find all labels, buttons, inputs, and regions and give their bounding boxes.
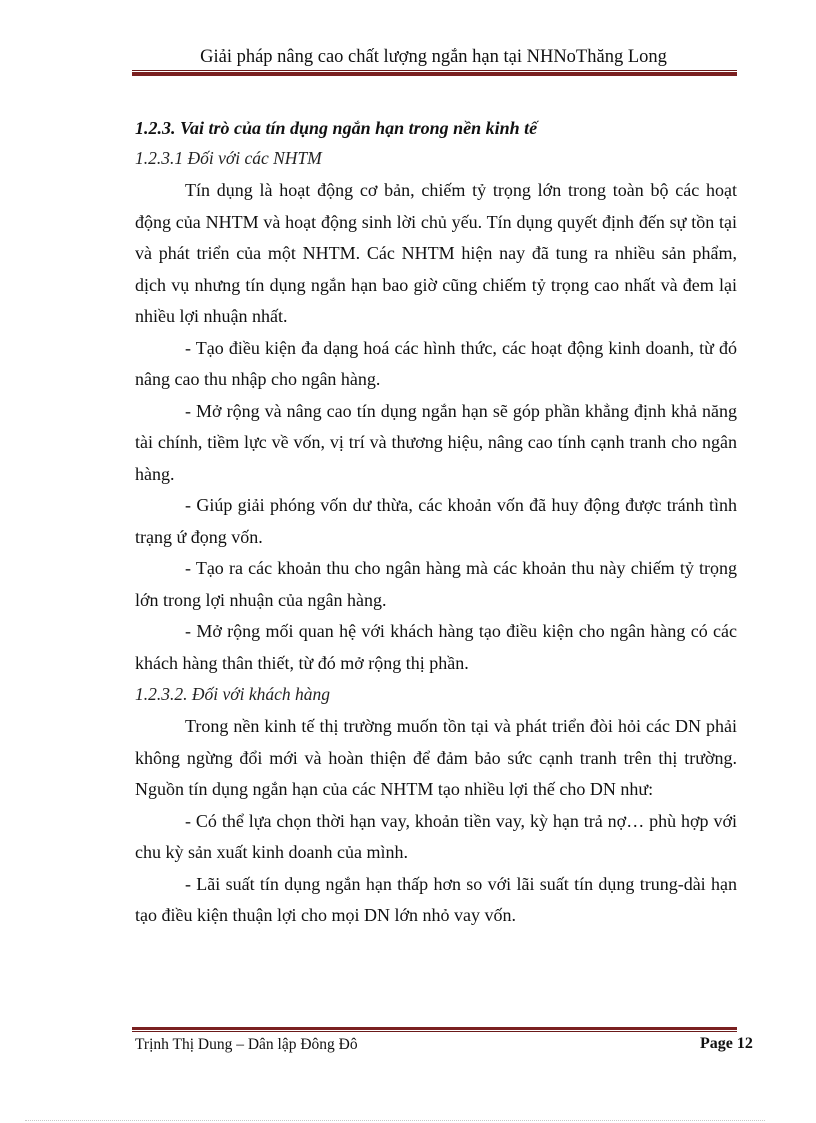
header-rule xyxy=(132,70,737,76)
bullet-paragraph: - Tạo điều kiện đa dạng hoá các hình thức, các hoạt động kinh doanh, từ đó nâng cao thu nhập cho ngân hàng. xyxy=(135,337,737,389)
bullet-paragraph: - Mở rộng và nâng cao tín dụng ngắn hạn sẽ góp phần khẳng định khả năng tài chính, tiềm lực về vốn, vị trí và thương hiệu, nâng cao tính cạnh tranh cho ngân hàng. xyxy=(135,400,737,484)
bullet-paragraph: - Mở rộng mối quan hệ với khách hàng tạo điều kiện cho ngân hàng có các khách hàng thân thiết, từ đó mở rộng thị phần. xyxy=(135,621,737,673)
footer-author: Trịnh Thị Dung – Dân lập Đông Đô xyxy=(135,1036,358,1053)
footer-rule xyxy=(132,1027,737,1032)
bullet-paragraph: - Giúp giải phóng vốn dư thừa, các khoản vốn đã huy động được tránh tình trạng ứ đọng vốn. xyxy=(135,495,737,547)
paragraph: Tín dụng là hoạt động cơ bản, chiếm tỷ trọng lớn trong toàn bộ các hoạt động của NHTM và hoạt động sinh lời chủ yếu. Tín dụng quyết định đến sự tồn tại và phát triển của một NHTM. Các NHTM hiện nay đã tung ra nhiều sản phẩm, dịch vụ nhưng tín dụng ngắn hạn bao giờ cũng chiếm tỷ trọng cao nhất và đem lại nhiều lợi nhuận nhất. xyxy=(135,180,737,326)
page-header-title: Giải pháp nâng cao chất lượng ngắn hạn tại NHNoThăng Long xyxy=(200,47,667,67)
subsection-heading-nhtm: 1.2.3.1 Đối với các NHTM xyxy=(135,148,322,168)
paragraph: Trong nền kinh tế thị trường muốn tồn tại và phát triển đòi hỏi các DN phải không ngừng đổi mới và hoàn thiện để đảm bảo sức cạnh tranh trên thị trường. Nguồn tín dụng ngắn hạn của các NHTM tạo nhiều lợi thế cho DN như: xyxy=(135,716,737,799)
bullet-paragraph: - Có thể lựa chọn thời hạn vay, khoản tiền vay, kỳ hạn trả nợ… phù hợp với chu kỳ sản xuất kinh doanh của mình. xyxy=(135,810,737,862)
page-number: Page 12 xyxy=(700,1035,753,1052)
page-boundary-divider xyxy=(25,1120,765,1121)
bullet-paragraph: - Tạo ra các khoản thu cho ngân hàng mà các khoản thu này chiếm tỷ trọng lớn trong lợi nhuận của ngân hàng. xyxy=(135,558,737,610)
subsection-heading-customers: 1.2.3.2. Đối với khách hàng xyxy=(135,684,331,704)
bullet-paragraph: - Lãi suất tín dụng ngắn hạn thấp hơn so với lãi suất tín dụng trung-dài hạn tạo điều kiện thuận lợi cho mọi DN lớn nhỏ vay vốn. xyxy=(135,873,737,925)
page-content xyxy=(135,113,737,932)
section-heading: 1.2.3. Vai trò của tín dụng ngắn hạn trong nền kinh tế xyxy=(135,118,538,138)
